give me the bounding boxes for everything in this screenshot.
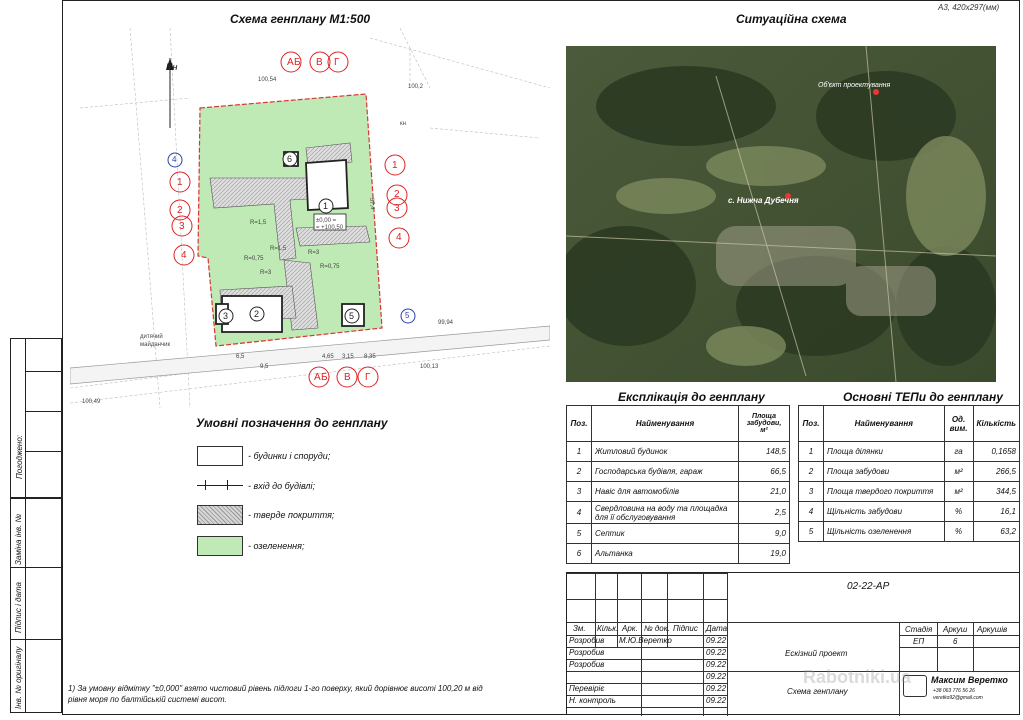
axis-left-4: 4	[181, 250, 187, 261]
axis-left-1: 1	[177, 177, 183, 188]
svg-text:кн: кн	[400, 121, 406, 127]
svg-text:100,2: 100,2	[408, 84, 424, 90]
axis-right-4: 4	[396, 232, 402, 243]
site-plan	[70, 28, 550, 410]
hdr-kilk: Кільк.	[597, 624, 619, 633]
svg-text:майданчик: майданчик	[140, 342, 171, 348]
axis-bottom-b: Б	[321, 372, 328, 383]
sheet-format: A3, 420x297(мм)	[938, 3, 1000, 12]
date-4: 09.22	[706, 672, 727, 681]
date-5: 09.22	[706, 684, 727, 693]
legend-entrance-swatch	[197, 480, 243, 490]
legend-entrance-label: - вхід до будівлі;	[248, 481, 315, 491]
hdr-ark: Арк.	[622, 624, 638, 633]
date-6: 09.22	[706, 696, 727, 705]
svg-text:R=0,75: R=0,75	[244, 256, 264, 262]
mark-4: 4	[172, 155, 177, 164]
hdr-sign: Підпис	[673, 624, 698, 633]
role-5: Перевіріє	[569, 684, 605, 693]
axis-top-b: Б	[294, 57, 301, 68]
legend-green-swatch	[197, 536, 243, 556]
legend-green-label: - озеленення;	[248, 541, 305, 551]
legend-title: Умовні позначення до генплану	[196, 416, 388, 430]
axis-bottom-a: А	[314, 372, 321, 383]
date-1: 09.22	[706, 636, 727, 645]
svg-text:дитячий: дитячий	[140, 334, 163, 340]
drawing-code: 02-22-АР	[847, 581, 890, 592]
date-2: 09.22	[706, 648, 727, 657]
teps-title: Основні ТЕПи до генплану	[843, 390, 1003, 404]
svg-text:100,54: 100,54	[258, 77, 277, 83]
table-row: 6 Альтанка 19,0	[567, 544, 790, 564]
axis-top-g: Г	[334, 57, 340, 68]
axis-bottom-v: В	[344, 372, 351, 383]
svg-text:100,13: 100,13	[420, 364, 439, 370]
svg-text:57,4: 57,4	[368, 197, 376, 210]
svg-text:3,15: 3,15	[342, 354, 354, 360]
inventory-strip	[10, 498, 62, 713]
table-row: 1 Площа ділянки га 0,1658	[799, 442, 1020, 462]
company-phone: +38 063 776 56 26	[933, 688, 975, 694]
legend-building-label: - будинки і споруди;	[248, 451, 331, 461]
sheet-value: 6	[953, 637, 958, 646]
hdr-doc: № док.	[644, 624, 670, 633]
axis-top-v: В	[316, 57, 323, 68]
svg-text:±0,00 =: ±0,00 =	[316, 218, 337, 224]
object-label: Об'єкт проектування	[818, 82, 891, 89]
stage-header: Стадія	[905, 625, 933, 634]
svg-text:3: 3	[223, 311, 229, 321]
svg-text:99,94: 99,94	[438, 320, 454, 326]
original-inv-label: Інв. № оригіналу	[14, 646, 23, 709]
axis-top-a: А	[287, 57, 294, 68]
sheets-header: Аркушів	[977, 625, 1008, 634]
sheet-name: Схема генплану	[787, 687, 848, 696]
name-1: М.Ю.Веретко	[619, 636, 672, 645]
hdr-date: Дата	[706, 624, 728, 633]
table-row: 4 Свердловина на воду та площадка для її обслуговування 2,5	[567, 502, 790, 524]
village-label: с. Нижча Дубечня	[728, 196, 799, 205]
tep-header-unit: Од. вим.	[944, 406, 973, 442]
table-row: 3 Площа твердого покриття м² 344,5	[799, 482, 1020, 502]
tep-header-name: Найменування	[824, 406, 945, 442]
table-row: 4 Щільність забудови % 16,1	[799, 502, 1020, 522]
axis-left-2: 2	[177, 205, 183, 216]
table-row: 5 Септик 9,0	[567, 524, 790, 544]
svg-text:4,65: 4,65	[322, 354, 334, 360]
date-3: 09.22	[706, 660, 727, 669]
tep-header-qty: Кількість	[973, 406, 1019, 442]
legend-building-swatch	[197, 446, 243, 466]
project-type: Ескізний проект	[785, 649, 848, 658]
expl-header-pos: Поз.	[567, 406, 592, 442]
title-block	[566, 572, 1020, 715]
table-row: 1 Житловий будинок 148,5	[567, 442, 790, 462]
axis-right-1: 1	[392, 160, 398, 171]
signature-date-label: Підпис і дата	[14, 582, 23, 633]
north-label: Пн	[166, 62, 178, 72]
watermark: Rabotniki.ua	[803, 667, 912, 687]
svg-text:1: 1	[323, 201, 329, 211]
svg-text:R=0,75: R=0,75	[320, 264, 340, 270]
replace-inv-label: Заміна інв. №	[14, 513, 23, 565]
svg-text:100,49: 100,49	[82, 399, 101, 405]
expl-header-name: Найменування	[592, 406, 739, 442]
legend-paving-swatch	[197, 505, 243, 525]
situation-title: Ситуаційна схема	[736, 12, 847, 26]
table-row: 3 Навіс для автомобілів 21,0	[567, 482, 790, 502]
legend-paving-label: - тверде покриття;	[248, 510, 335, 520]
svg-text:5: 5	[349, 311, 355, 321]
approved-label: Погоджено:	[15, 435, 24, 479]
axis-right-2: 2	[394, 189, 400, 200]
axis-right-3: 3	[394, 203, 400, 214]
svg-text:R=1,5: R=1,5	[270, 246, 287, 252]
svg-text:6,5: 6,5	[236, 354, 245, 360]
company-name: Максим Веретко	[931, 675, 1008, 685]
stage-value: ЕП	[913, 637, 925, 646]
role-3: Розробив	[569, 660, 605, 669]
table-row: 2 Площа забудови м² 266,5	[799, 462, 1020, 482]
plan-title: Схема генплану М1:500	[230, 12, 371, 26]
svg-text:8,35: 8,35	[364, 354, 376, 360]
sheet-header: Аркуш	[943, 625, 968, 634]
svg-text:2: 2	[254, 309, 260, 319]
explication-table	[566, 405, 790, 564]
expl-header-area: Площа забудови, м²	[739, 406, 790, 442]
table-row: 5 Щільність озеленення % 63,2	[799, 522, 1020, 542]
svg-text:R=3: R=3	[308, 250, 320, 256]
approval-strip	[10, 338, 62, 498]
svg-text:R=1,5: R=1,5	[250, 220, 267, 226]
table-row: 2 Господарська будівля, гараж 66,5	[567, 462, 790, 482]
footnote: 1) За умовну відмітку "±0,000" взято чистовий рівень підлоги 1-го поверху, який дорівнює висоті 100,20 м від рівня моря по балтійській системі висот.	[68, 684, 483, 704]
tep-header-pos: Поз.	[799, 406, 824, 442]
svg-text:9,5: 9,5	[260, 364, 269, 370]
axis-left-3: 3	[179, 221, 185, 232]
svg-text:6: 6	[287, 154, 293, 164]
role-1: Розробив	[569, 636, 605, 645]
svg-text:R=3: R=3	[260, 270, 272, 276]
company-email: veretko92@gmail.com	[933, 695, 983, 701]
aerial-photo	[566, 46, 996, 382]
mark-5: 5	[405, 311, 410, 320]
role-2: Розробив	[569, 648, 605, 657]
hdr-zm: Зм.	[573, 624, 586, 633]
role-6: Н. контроль	[569, 696, 616, 705]
svg-text:= +100,50: = +100,50	[316, 225, 344, 231]
teps-table	[798, 405, 1020, 542]
explication-title: Експлікація до генплану	[618, 390, 765, 404]
axis-bottom-g: Г	[365, 372, 371, 383]
